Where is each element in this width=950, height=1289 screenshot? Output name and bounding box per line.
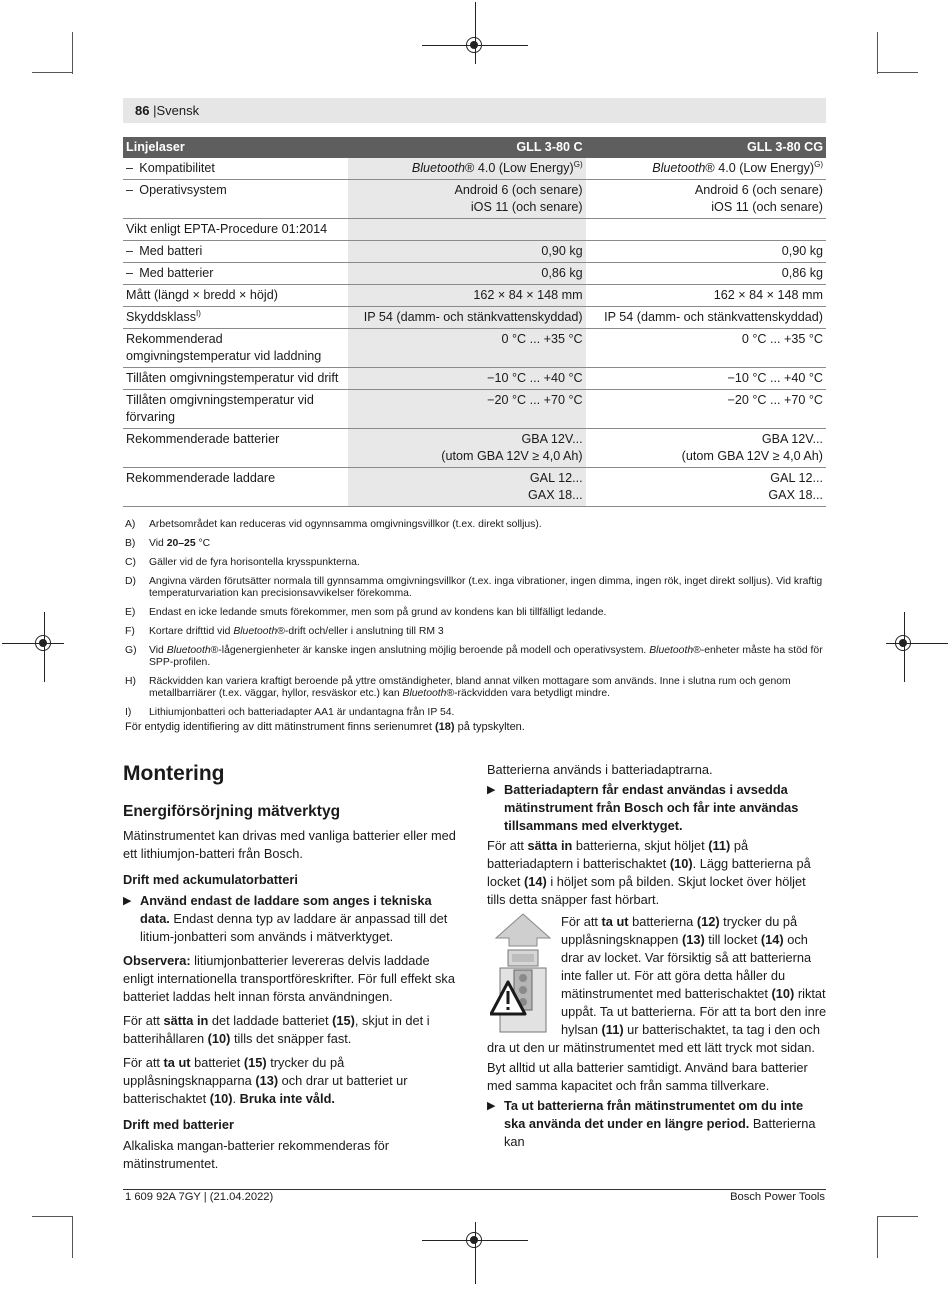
row-value: Bluetooth® 4.0 (Low Energy)$^{G)}$ <box>586 158 826 180</box>
row-label: Rekommenderade batterier <box>123 429 348 468</box>
header-language: Svensk <box>156 103 200 118</box>
table-row <box>123 263 826 285</box>
remove-battery-text: För att ta ut batteriet (15) trycker du på upplåsningsknapparna (13) och drar ut batteriet ur batterischaktet (10). Bruka inte våld. <box>123 1055 408 1106</box>
row-value: 162 × 84 × 148 mm <box>586 285 826 307</box>
serial-note: För entydig identifiering av ditt mätinstrument finns serienumret (18) på typskylten. <box>125 721 525 733</box>
insert-batteries-text: För att sätta in batterierna, skjut höljet (11) på batteriadaptern i batterischaktet (10). Lägg batterierna på locket (14) i höljet som på bilden. Skjut locket över höljet tills detta snäpper fast hörbart. <box>487 838 811 907</box>
storage-warning: ▶ Ta ut batterierna från mätinstrumentet om du inte ska använda det under en längre period. Batterierna kan <box>487 1098 816 1149</box>
footer-brand: Bosch Power Tools <box>730 1191 825 1203</box>
row-value: 162 × 84 × 148 mm <box>348 285 585 307</box>
section-title: Montering <box>123 762 225 785</box>
row-value: GBA 12V... (utom GBA 12V ≥ 4,0 Ah) <box>348 429 585 468</box>
table-row <box>123 180 826 219</box>
table-row <box>123 429 826 468</box>
footnote: F) Kortare drifttid vid Bluetooth®-drift och/eller i anslutning till RM 3 <box>125 626 444 637</box>
page-number: 86 <box>135 103 150 118</box>
batteries-heading: Drift med batterier <box>123 1117 234 1132</box>
remove-batteries-text: För att ta ut batterierna (12) trycker du på upplåsningsknappen (13) till locket (14) och drar av locket. Var försiktig så att batterierna inte faller ut. För att göra detta håller du mätinstrumentet med batterischaktet (10) riktat uppåt. Ta ut batterierna. För att ta bort den inre hylsan (11) ur batterischaktet, ta tag i den och dra ut den ur mätinstrumentet med ett lätt tryck mot sidan. <box>487 914 827 1055</box>
up-arrow-icon <box>496 914 550 946</box>
row-value: Bluetooth® 4.0 (Low Energy)$^{G)}$ <box>348 158 585 180</box>
row-value: IP 54 (damm- och stänkvattenskyddad) <box>348 307 585 329</box>
row-value: 0,90 kg <box>348 241 585 263</box>
row-value: −20 °C ... +70 °C <box>348 390 585 429</box>
battery-removal-illustration <box>490 912 556 1034</box>
left-column <box>123 827 461 1179</box>
page-header <box>123 98 826 123</box>
table-row <box>123 468 826 507</box>
adapter-warning: ▶ Batteriadaptern får endast användas i avsedda mätinstrument från Bosch och får inte användas tillsammans med elverktyget. <box>487 782 799 833</box>
replace-batteries-text: Byt alltid ut alla batterier samtidigt. Använd bara batterier med samma kapacitet och från samma tillverkare. <box>487 1060 808 1093</box>
crop-mark <box>72 1216 73 1258</box>
row-value: GAL 12... GAX 18... <box>348 468 585 507</box>
row-label: Rekommenderade laddare <box>123 468 348 507</box>
row-value: Android 6 (och senare) iOS 11 (och senare) <box>586 180 826 219</box>
footnotes <box>125 519 825 733</box>
charger-warning: ▶ Använd endast de laddare som anges i tekniska data. Endast denna typ av laddare är anpassad till det litium-jonbatteri som används i mätverktyget. <box>123 893 448 944</box>
bullet-triangle-icon: ▶ <box>123 895 132 907</box>
batteries-text: Alkaliska mangan-batterier rekommenderas för mätinstrumentet. <box>123 1138 390 1171</box>
row-value: 0 °C ... +35 °C <box>348 329 585 368</box>
footnote: I) Lithiumjonbatteri och batteriadapter AA1 är undantagna från IP 54. <box>125 707 455 718</box>
footer-doc-number: 1 609 92A 7GY | (21.04.2022) <box>125 1191 274 1203</box>
footnote: G) Vid Bluetooth®-lågenergienheter är kanske ingen anslutning möjlig beroende på modell och operativsystem. Bluetooth®-enheter måste ha stöd för SPP-profilen. <box>125 645 823 668</box>
bullet-triangle-icon: ▶ <box>487 1100 496 1112</box>
row-value: IP 54 (damm- och stänkvattenskyddad) <box>586 307 826 329</box>
table-header-row <box>123 137 826 158</box>
intro-text: Mätinstrumentet kan drivas med vanliga batterier eller med ett lithiumjon-batteri från Bosch. <box>123 828 456 861</box>
row-value: Android 6 (och senare) iOS 11 (och senare) <box>348 180 585 219</box>
crop-mark <box>877 1216 878 1258</box>
table-row <box>123 158 826 180</box>
footer-divider <box>123 1189 826 1190</box>
table-head-label: Linjelaser <box>123 137 348 158</box>
table-row <box>123 219 826 241</box>
row-value: 0,86 kg <box>586 263 826 285</box>
row-value: 0 °C ... +35 °C <box>586 329 826 368</box>
row-label: Tillåten omgivningstemperatur vid drift <box>123 368 348 390</box>
table-row <box>123 390 826 429</box>
adapter-text: Batterierna används i batteriadaptrarna. <box>487 762 713 777</box>
crop-mark <box>32 1216 72 1217</box>
row-value: −10 °C ... +40 °C <box>348 368 585 390</box>
crop-mark <box>72 32 73 74</box>
row-label: – Med batterier <box>123 263 348 285</box>
table-head-model-2: GLL 3-80 CG <box>586 137 826 158</box>
row-value: 0,90 kg <box>586 241 826 263</box>
table-row <box>123 285 826 307</box>
table-row <box>123 307 826 329</box>
battery-pack-heading: Drift med ackumulatorbatteri <box>123 872 298 887</box>
row-value: −10 °C ... +40 °C <box>586 368 826 390</box>
table-row <box>123 241 826 263</box>
table-row <box>123 368 826 390</box>
row-label: Skyddsklass$^{I)}$ <box>123 307 348 329</box>
table-head-model-1: GLL 3-80 C <box>348 137 585 158</box>
spec-table <box>123 137 826 507</box>
row-value: GBA 12V... (utom GBA 12V ≥ 4,0 Ah) <box>586 429 826 468</box>
row-label: Rekommenderad omgivningstemperatur vid laddning <box>123 329 348 368</box>
crop-mark <box>32 72 72 73</box>
header-separator: | <box>153 103 157 118</box>
row-label: – Med batteri <box>123 241 348 263</box>
crop-mark <box>878 72 918 73</box>
crop-mark <box>878 1216 918 1217</box>
subsection-title: Energiförsörjning mätverktyg <box>123 803 341 820</box>
row-label: Vikt enligt EPTA-Procedure 01:2014 <box>123 219 348 241</box>
row-label: – Operativsystem <box>123 180 348 219</box>
crop-mark <box>877 32 878 74</box>
footnote: B) Vid 20–25 °C <box>125 538 211 549</box>
insert-battery-text: För att sätta in det laddade batteriet (15), skjut in det i batterihållaren (10) tills det snäpper fast. <box>123 1013 430 1046</box>
footnote: D) Angivna värden förutsätter normala till gynnsamma omgivningsvillkor (t.ex. inga vibrationer, ingen dimma, ingen rök, inget direkt solljus). Vid kraftig temperaturvariation kan precisionsavvikelser förekomma. <box>125 576 823 599</box>
table-row <box>123 329 826 368</box>
bullet-triangle-icon: ▶ <box>487 784 496 796</box>
row-value: −20 °C ... +70 °C <box>586 390 826 429</box>
row-value: 0,86 kg <box>348 263 585 285</box>
row-label: Tillåten omgivningstemperatur vid förvaring <box>123 390 348 429</box>
footnote: A) Arbetsområdet kan reduceras vid ogynnsamma omgivningsvillkor (t.ex. direkt solljus). <box>125 519 542 530</box>
row-label: Mått (längd × bredd × höjd) <box>123 285 348 307</box>
footnote: H) Räckvidden kan variera kraftigt beroende på yttre omständigheter, bland annat vilken mottagare som används. Inne i slutna rum och genom metallbarriärer (t.ex. väggar, hyllor, resväskor etc.) kan Bluetooth®-räckvidden vara betydligt mindre. <box>125 676 791 699</box>
observe-note: Observera: litiumjonbatterier levereras delvis laddade enligt internationella transportföreskrifter. För full effekt ska batteriet laddas helt innan första användningen. <box>123 953 455 1004</box>
row-label: – Kompatibilitet <box>123 158 348 180</box>
footnote: E) Endast en icke ledande smuts förekommer, men som på grund av kondens kan bli tillfälligt ledande. <box>125 607 607 618</box>
footnote: C) Gäller vid de fyra horisontella krysspunkterna. <box>125 557 360 568</box>
row-value: GAL 12... GAX 18... <box>586 468 826 507</box>
